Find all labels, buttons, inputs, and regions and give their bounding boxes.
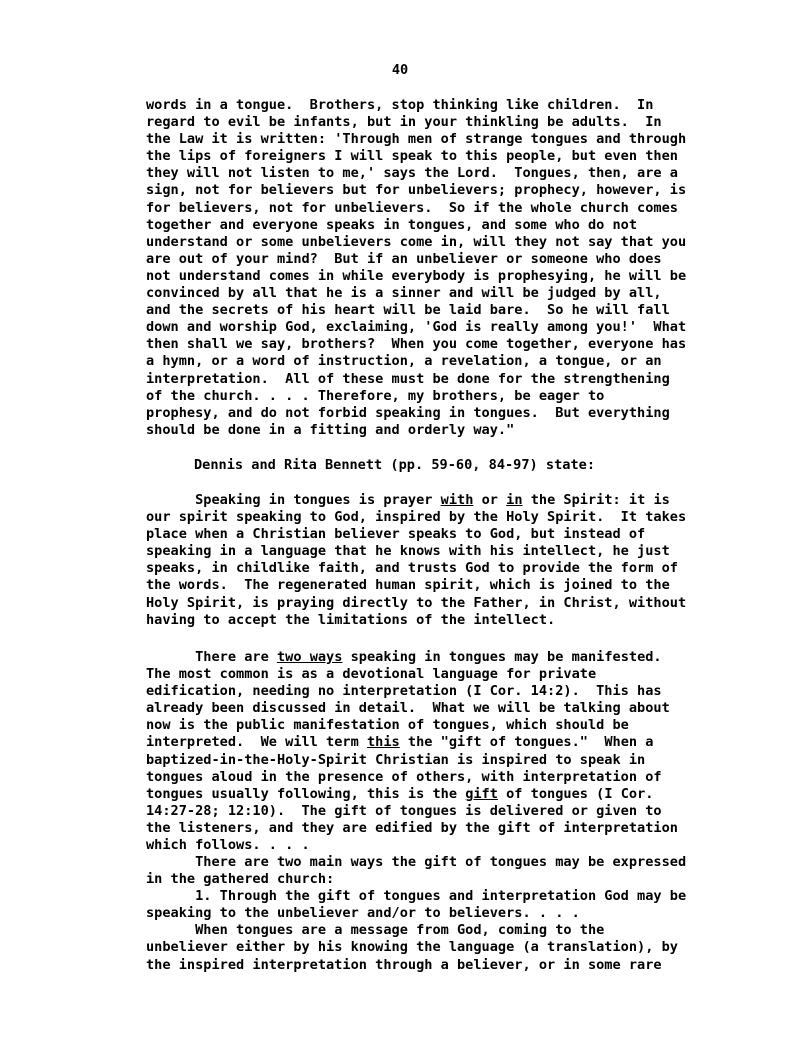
text-line: Dennis and Rita Bennett (pp. 59-60, 84-97) state: — [194, 457, 596, 473]
text-line: are out of your mind? But if an unbeliever or someone who does — [146, 250, 662, 267]
underlined-word: two ways — [276, 649, 343, 665]
text-line: There are two main ways the gift of tongues may be expressed — [146, 854, 687, 870]
text-line — [146, 786, 766, 803]
text-line: 1. Through the gift of tongues and interpretation God may be — [146, 888, 687, 905]
text-line: sign, not for believers but for unbelievers; prophecy, however, is — [146, 182, 687, 199]
text-line: and the secrets of his heart will be laid bare. So he will fall — [146, 302, 670, 319]
text-line: the Law it is written: 'Through men of strange tongues and through — [146, 131, 687, 148]
text-run: the "gift of tongues." When a — [399, 734, 654, 751]
text-line: they will not listen to me,' says the Lord. Tongues, then, are a — [146, 165, 678, 182]
text-line: regard to evil be infants, but in your thinkling be adults. In — [146, 114, 662, 131]
bennett-quote-paragraph-3 — [146, 854, 766, 974]
text-line: for believers, not for unbelievers. So if the whole church comes — [146, 199, 678, 216]
text-line: already been discussed in detail. What we will be talking about — [146, 700, 670, 717]
text-line: baptized-in-the-Holy-Spirit Christian is inspired to speak in — [146, 751, 646, 768]
text-run: the Spirit: it is — [522, 492, 670, 508]
text-line: place when a Christian believer speaks to God, but instead of — [146, 526, 646, 543]
text-line: the listeners, and they are edified by the gift of interpretation — [146, 819, 678, 836]
page-number: 40 — [391, 62, 409, 78]
bennett-quote-paragraph-1 — [146, 492, 766, 629]
text-line: then shall we say, brothers? When you come together, everyone has — [146, 336, 687, 353]
text-line: down and worship God, exclaiming, 'God is really among you!' What — [146, 319, 687, 336]
text-run: or — [473, 492, 507, 508]
text-line: tongues aloud in the presence of others, with interpretation of — [146, 768, 662, 785]
underlined-word: this — [366, 734, 400, 751]
text-line: speaking in a language that he knows with his intellect, he just — [146, 543, 670, 560]
text-line: should be done in a fitting and orderly way." — [146, 421, 515, 438]
text-line: the inspired interpretation through a believer, or in some rare — [146, 956, 662, 973]
text-line: a hymn, or a word of instruction, a revelation, a tongue, or an — [146, 353, 662, 370]
text-line: which follows. . . . — [146, 837, 310, 854]
text-line: prophesy, and do not forbid speaking in tongues. But everything — [146, 404, 670, 421]
text-line: The most common is as a devotional language for private — [146, 666, 597, 683]
text-line: together and everyone speaks in tongues, and some who do not — [146, 216, 638, 233]
text-line: speaks, in childlike faith, and trusts God to provide the form of — [146, 560, 678, 577]
text-run: speaking in tongues may be manifested. — [342, 649, 662, 665]
text-line — [146, 492, 766, 509]
text-line: speaking to the unbeliever and/or to believers. . . . — [146, 905, 580, 922]
scripture-quote-paragraph — [146, 97, 766, 439]
text-line — [146, 649, 766, 666]
text-line: our spirit speaking to God, inspired by the Holy Spirit. It takes — [146, 509, 687, 526]
text-line: convinced by all that he is a sinner and will be judged by all, — [146, 285, 662, 302]
text-line: unbeliever either by his knowing the language (a translation), by — [146, 939, 678, 956]
text-line: the lips of foreigners I will speak to this people, but even then — [146, 148, 678, 165]
bennett-quote-paragraph-2 — [146, 649, 766, 854]
text-line: Holy Spirit, is praying directly to the Father, in Christ, without — [146, 594, 687, 611]
underlined-word: in — [506, 492, 523, 508]
text-run: tongues usually following, this is the — [146, 785, 466, 802]
text-line — [146, 734, 766, 751]
text-line: having to accept the limitations of the intellect. — [146, 611, 556, 628]
text-line: understand or some unbelievers come in, will they not say that you — [146, 233, 687, 250]
text-line: in the gathered church: — [146, 871, 335, 888]
text-line: edification, needing no interpretation (I Cor. 14:2). This has — [146, 683, 662, 700]
text-line: not understand comes in while everybody is prophesying, he will be — [146, 267, 687, 284]
text-line: When tongues are a message from God, coming to the — [146, 922, 605, 939]
text-run: interpreted. We will term — [146, 734, 367, 751]
text-line: 14:27-28; 12:10). The gift of tongues is delivered or given to — [146, 802, 662, 819]
citation-intro — [146, 457, 766, 474]
text-line: of the church. . . . Therefore, my brothers, be eager to — [146, 387, 605, 404]
text-run: of tongues (I Cor. — [497, 785, 654, 802]
underlined-word: with — [440, 492, 474, 508]
text-run: There are — [195, 649, 277, 665]
text-run: Speaking in tongues is prayer — [195, 492, 441, 508]
text-line: now is the public manifestation of tongues, which should be — [146, 717, 629, 734]
text-line: words in a tongue. Brothers, stop thinking like children. In — [146, 97, 654, 113]
text-line: the words. The regenerated human spirit, which is joined to the — [146, 577, 670, 594]
underlined-word: gift — [465, 785, 498, 802]
text-line: interpretation. All of these must be done for the strengthening — [146, 370, 670, 387]
